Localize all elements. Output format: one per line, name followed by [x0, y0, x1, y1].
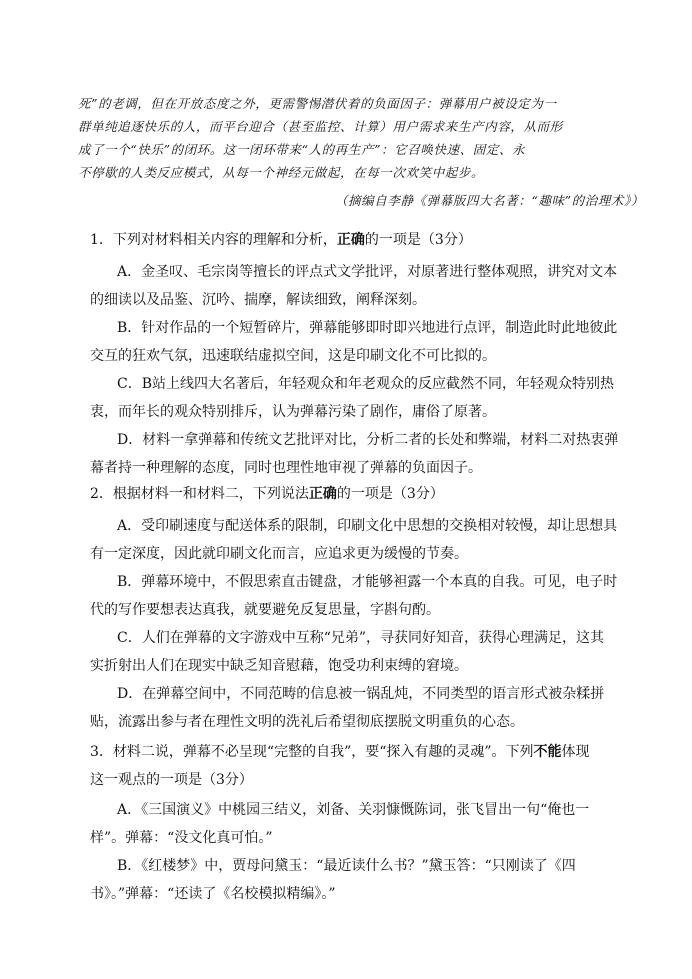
intro-line: 死”的老调，但在开放态度之外，更需警惕潜伏着的负面因子：弹幕用户被设定为一: [78, 96, 557, 111]
question-1-option-d: D．材料一拿弹幕和传统文艺批评对比，分析二者的长处和弊端，材料二对热衷弹 幕者持一种理解的态度，同时也理性地审视了弹幕的负面因子。: [90, 432, 619, 476]
question-2-option-d: D．在弹幕空间中，不同范畴的信息被一锅乱炖，不同类型的语言形式被杂糅拼 贴，流露出参与者在理性文明的洗礼后希望彻底摆脱文明重负的心态。: [90, 686, 605, 730]
emphasis: 正确: [336, 232, 365, 248]
question-3-stem: 3．材料二说，弹幕不必呈现“完整的自我”，要“探入有趣的灵魂”。下列不能体现 这一观点的一项是（3分）: [90, 744, 590, 788]
question-1-option-a: A．金圣叹、毛宗岗等擅长的评点式文学批评，对原著进行整体观照，讲究对文本 的细读以及品鉴、沉吟、揣摩，解读细致，阐释深刻。: [90, 264, 618, 308]
question-3-option-b: B．《红楼梦》中，贾母问黛玉：“最近读什么书？”黛玉答：“只刚读了《四 书》。”弹幕：“还读了《名校模拟精编》。”: [90, 858, 576, 902]
question-2-option-a: A．受印刷速度与配送体系的限制，印刷文化中思想的交换相对较慢，却让思想具 有一定深度，因此就印刷文化而言，应追求更为缓慢的节奏。: [90, 518, 618, 562]
emphasis: 不能: [533, 744, 562, 760]
emphasis: 正确: [308, 486, 337, 502]
intro-line: 成了一个“快乐”的闭环。这一闭环带来“人的再生产”：它召唤快速、固定、永: [78, 142, 526, 157]
question-1-option-c: C．B站上线四大名著后，年轻观众和年老观众的反应截然不同，年轻观众特别热 衷，而年长的观众特别排斥，认为弹幕污染了剧作，庸俗了原著。: [90, 376, 614, 420]
intro-line: 群单纯追逐快乐的人，而平台迎合（甚至监控、计算）用户需求来生产内容，从而形: [78, 119, 563, 134]
question-2-option-b: B．弹幕环境中，不假思索直击键盘，才能够袒露一个本真的自我。可见，电子时 代的写作要想表达真我，就要避免反复思量，字斟句酌。: [90, 574, 618, 618]
source-citation: （摘编自李静《弹幕版四大名著：“趣味”的治理术》）: [334, 193, 644, 208]
question-1-option-b: B．针对作品的一个短暂碎片，弹幕能够即时即兴地进行点评，制造此时此地彼此 交互的狂欢气氛，迅速联结虚拟空间，这是印刷文化不可比拟的。: [90, 320, 618, 364]
intro-line: 不停歇的人类反应模式，从每一个神经元做起，在每一次欢笑中起步。: [78, 165, 485, 180]
intro-paragraph: [78, 92, 618, 184]
question-2-option-c: C．人们在弹幕的文字游戏中互称“兄弟”，寻获同好知音，获得心理满足，这其 实折射出人们在现实中缺乏知音慰藉，饱受功利束缚的窘境。: [90, 630, 605, 674]
question-1-stem: 1．下列对材料相关内容的理解和分析，正确的一项是（3分）: [90, 232, 472, 248]
question-2-stem: 2．根据材料一和材料二，下列说法正确的一项是（3分）: [90, 486, 444, 502]
question-3-option-a: A．《三国演义》中桃园三结义，刘备、关羽慷慨陈词，张飞冒出一句“俺也一 样”。弹幕：“没文化真可怕。”: [90, 802, 590, 846]
